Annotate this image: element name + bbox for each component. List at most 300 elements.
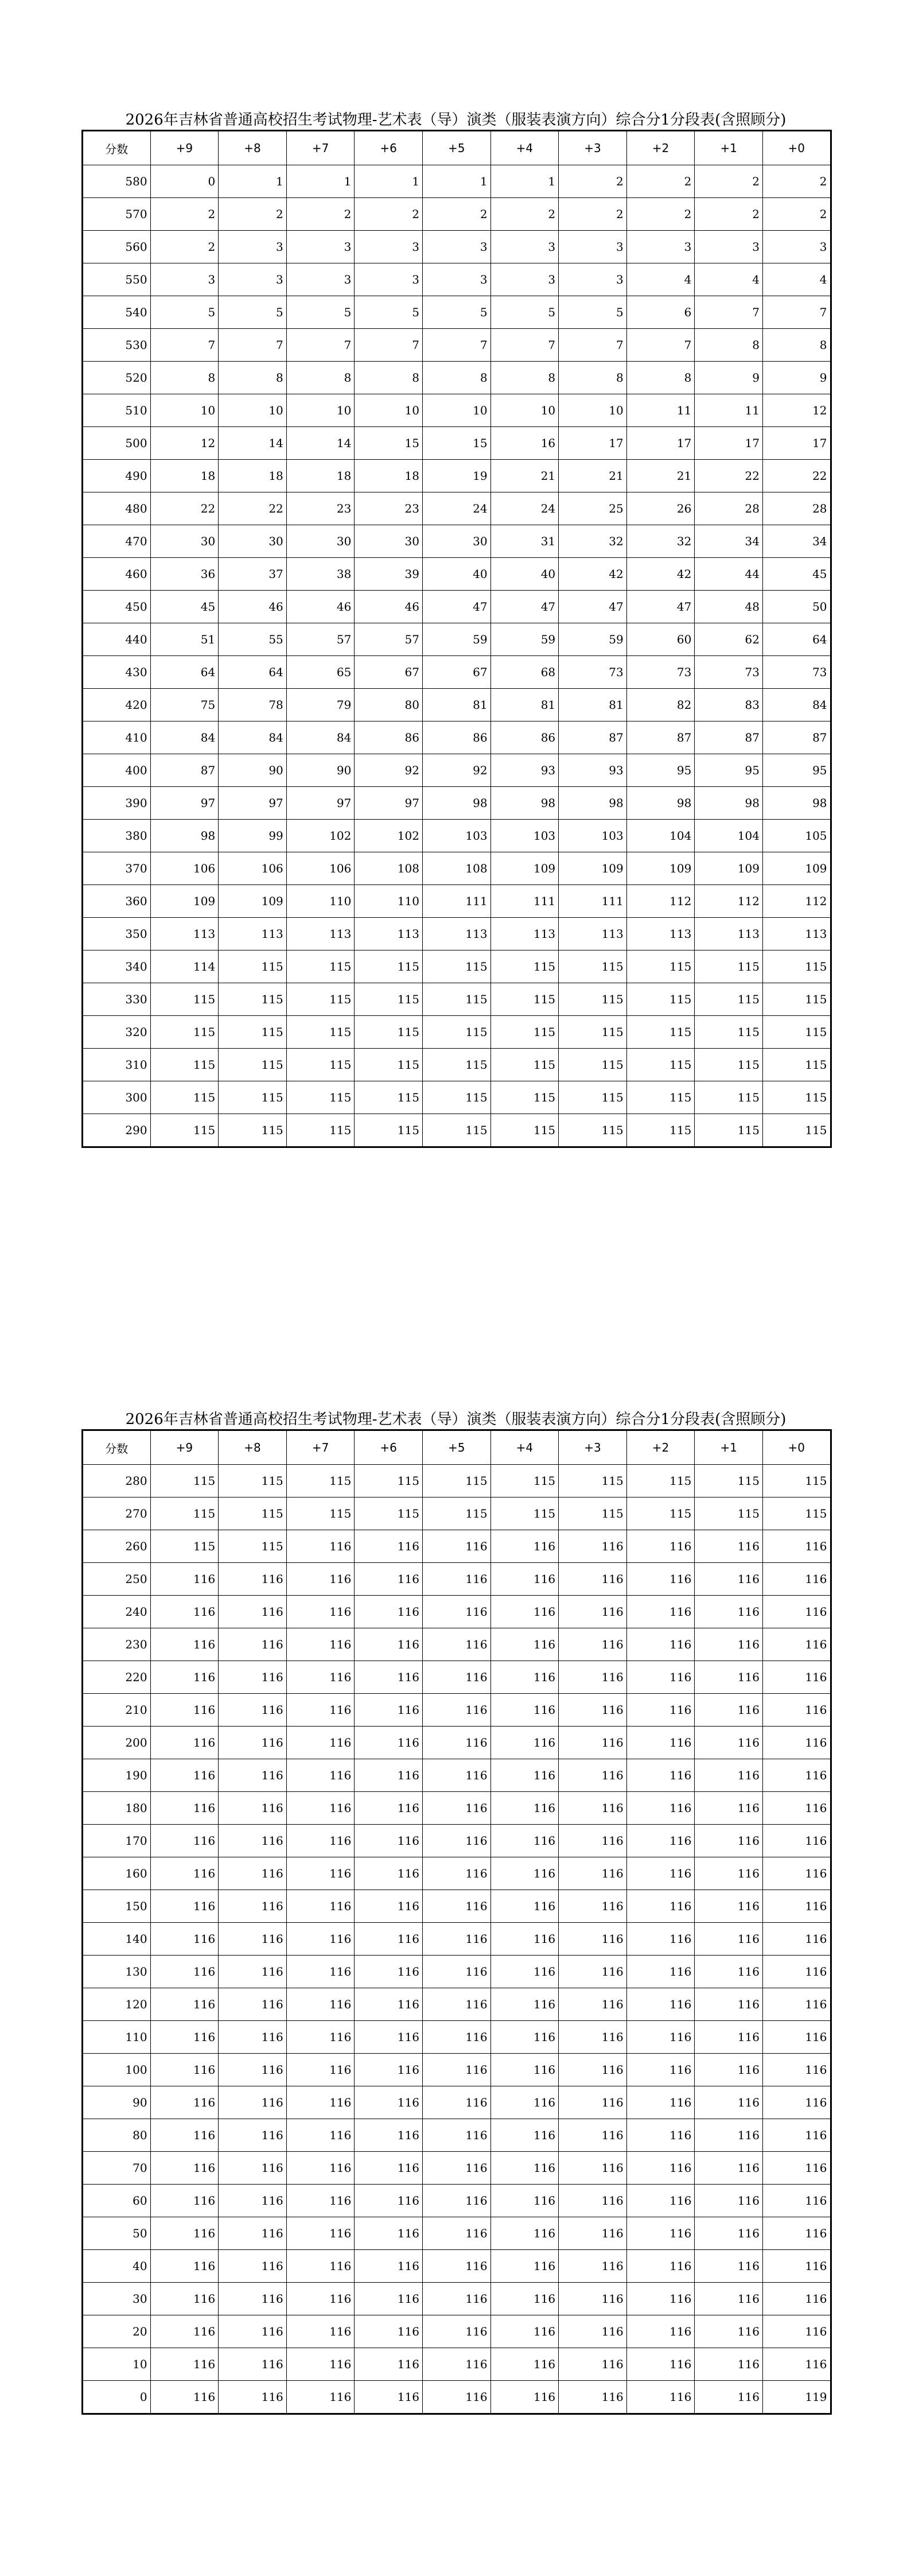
count-cell: 34 xyxy=(762,525,831,558)
column-header: +2 xyxy=(626,1430,695,1465)
count-cell: 116 xyxy=(422,1727,490,1759)
count-cell: 116 xyxy=(286,2021,355,2054)
count-cell: 115 xyxy=(490,1049,559,1081)
count-cell: 116 xyxy=(490,1530,559,1563)
table-row xyxy=(83,2119,831,2152)
score-table xyxy=(81,130,832,1148)
count-cell: 116 xyxy=(422,2054,490,2086)
count-cell: 111 xyxy=(559,885,627,918)
count-cell: 115 xyxy=(355,1114,423,1147)
count-cell: 97 xyxy=(355,787,423,820)
count-cell: 116 xyxy=(422,2217,490,2250)
count-cell: 18 xyxy=(355,460,423,492)
count-cell: 7 xyxy=(762,296,831,329)
count-cell: 115 xyxy=(422,1114,490,1147)
count-cell: 116 xyxy=(355,1956,423,1988)
count-cell: 68 xyxy=(490,656,559,689)
table-row xyxy=(83,1661,831,1694)
count-cell: 116 xyxy=(355,2152,423,2185)
count-cell: 116 xyxy=(219,1596,287,1628)
count-cell: 115 xyxy=(626,1114,695,1147)
count-cell: 51 xyxy=(150,623,219,656)
count-cell: 115 xyxy=(490,951,559,983)
count-cell: 102 xyxy=(355,820,423,852)
table-row xyxy=(83,2381,831,2414)
count-cell: 24 xyxy=(490,492,559,525)
table-row xyxy=(83,2152,831,2185)
count-cell: 116 xyxy=(422,1988,490,2021)
count-cell: 116 xyxy=(286,2250,355,2283)
count-cell: 1 xyxy=(219,165,287,198)
count-cell: 2 xyxy=(559,198,627,231)
count-cell: 116 xyxy=(422,2283,490,2315)
count-cell: 115 xyxy=(219,951,287,983)
table-title: 2026年吉林省普通高校招生考试物理-艺术表（导）演类（服装表演方向）综合分1分段表(含照顾分) xyxy=(125,111,787,129)
count-cell: 23 xyxy=(355,492,423,525)
count-cell: 9 xyxy=(762,362,831,394)
count-cell: 113 xyxy=(762,918,831,951)
table-row xyxy=(83,951,831,983)
count-cell: 4 xyxy=(695,263,763,296)
count-cell: 115 xyxy=(695,983,763,1016)
count-cell: 22 xyxy=(150,492,219,525)
count-cell: 116 xyxy=(355,1596,423,1628)
count-cell: 115 xyxy=(559,983,627,1016)
score-cell: 420 xyxy=(83,689,151,721)
count-cell: 37 xyxy=(219,558,287,591)
table-row xyxy=(83,1956,831,1988)
score-cell: 230 xyxy=(83,1628,151,1661)
score-cell: 260 xyxy=(83,1530,151,1563)
score-cell: 210 xyxy=(83,1694,151,1727)
count-cell: 116 xyxy=(422,1530,490,1563)
count-cell: 7 xyxy=(355,329,423,362)
count-cell: 116 xyxy=(762,1956,831,1988)
count-cell: 115 xyxy=(422,1081,490,1114)
count-cell: 73 xyxy=(695,656,763,689)
column-header: +7 xyxy=(286,1430,355,1465)
count-cell: 116 xyxy=(219,1661,287,1694)
count-cell: 31 xyxy=(490,525,559,558)
count-cell: 7 xyxy=(695,296,763,329)
count-cell: 73 xyxy=(762,656,831,689)
count-cell: 115 xyxy=(559,1016,627,1049)
count-cell: 116 xyxy=(695,2283,763,2315)
count-cell: 115 xyxy=(150,1114,219,1147)
count-cell: 115 xyxy=(219,1530,287,1563)
count-cell: 73 xyxy=(559,656,627,689)
score-cell: 300 xyxy=(83,1081,151,1114)
count-cell: 75 xyxy=(150,689,219,721)
count-cell: 116 xyxy=(490,1694,559,1727)
count-cell: 116 xyxy=(355,2086,423,2119)
score-cell: 90 xyxy=(83,2086,151,2119)
count-cell: 116 xyxy=(150,1792,219,1825)
count-cell: 1 xyxy=(490,165,559,198)
count-cell: 116 xyxy=(286,2054,355,2086)
count-cell: 116 xyxy=(559,2185,627,2217)
count-cell: 115 xyxy=(422,1016,490,1049)
count-cell: 8 xyxy=(559,362,627,394)
count-cell: 109 xyxy=(490,852,559,885)
count-cell: 116 xyxy=(695,1530,763,1563)
count-cell: 116 xyxy=(219,1923,287,1956)
count-cell: 116 xyxy=(559,2315,627,2348)
count-cell: 116 xyxy=(422,2315,490,2348)
count-cell: 116 xyxy=(695,2021,763,2054)
count-cell: 5 xyxy=(219,296,287,329)
count-cell: 116 xyxy=(626,1792,695,1825)
score-cell: 490 xyxy=(83,460,151,492)
count-cell: 116 xyxy=(695,1563,763,1596)
count-cell: 18 xyxy=(219,460,287,492)
score-cell: 400 xyxy=(83,754,151,787)
count-cell: 116 xyxy=(219,1792,287,1825)
count-cell: 116 xyxy=(626,2348,695,2381)
count-cell: 116 xyxy=(559,1988,627,2021)
count-cell: 116 xyxy=(695,1956,763,1988)
score-cell: 110 xyxy=(83,2021,151,2054)
table-row xyxy=(83,2217,831,2250)
table-body xyxy=(83,1465,831,2414)
table-row xyxy=(83,1988,831,2021)
count-cell: 116 xyxy=(422,2185,490,2217)
count-cell: 109 xyxy=(695,852,763,885)
count-cell: 30 xyxy=(286,525,355,558)
count-cell: 2 xyxy=(559,165,627,198)
count-cell: 115 xyxy=(422,983,490,1016)
count-cell: 116 xyxy=(286,1628,355,1661)
score-cell: 280 xyxy=(83,1465,151,1498)
count-cell: 116 xyxy=(219,2086,287,2119)
score-cell: 500 xyxy=(83,427,151,460)
count-cell: 28 xyxy=(695,492,763,525)
count-cell: 8 xyxy=(695,329,763,362)
count-cell: 18 xyxy=(150,460,219,492)
count-cell: 116 xyxy=(286,2217,355,2250)
count-cell: 3 xyxy=(219,231,287,263)
count-cell: 99 xyxy=(219,820,287,852)
count-cell: 115 xyxy=(219,1081,287,1114)
count-cell: 81 xyxy=(422,689,490,721)
table-row xyxy=(83,263,831,296)
count-cell: 115 xyxy=(695,1465,763,1498)
count-cell: 115 xyxy=(150,1081,219,1114)
table-row xyxy=(83,1016,831,1049)
count-cell: 25 xyxy=(559,492,627,525)
count-cell: 7 xyxy=(286,329,355,362)
count-cell: 115 xyxy=(286,1114,355,1147)
count-cell: 116 xyxy=(695,2315,763,2348)
count-cell: 97 xyxy=(219,787,287,820)
table-row xyxy=(83,1530,831,1563)
count-cell: 115 xyxy=(626,1498,695,1530)
count-cell: 116 xyxy=(490,2283,559,2315)
count-cell: 116 xyxy=(490,2021,559,2054)
table-row xyxy=(83,820,831,852)
table-row xyxy=(83,231,831,263)
score-cell: 80 xyxy=(83,2119,151,2152)
count-cell: 116 xyxy=(695,2348,763,2381)
count-cell: 116 xyxy=(219,1759,287,1792)
count-cell: 98 xyxy=(559,787,627,820)
count-cell: 116 xyxy=(695,1825,763,1857)
score-cell: 330 xyxy=(83,983,151,1016)
count-cell: 8 xyxy=(490,362,559,394)
count-cell: 116 xyxy=(422,1923,490,1956)
table-row xyxy=(83,2348,831,2381)
count-cell: 116 xyxy=(219,1825,287,1857)
score-cell: 180 xyxy=(83,1792,151,1825)
column-header: +3 xyxy=(559,131,627,165)
count-cell: 11 xyxy=(695,394,763,427)
count-cell: 115 xyxy=(286,951,355,983)
count-cell: 116 xyxy=(490,1727,559,1759)
table-row xyxy=(83,2021,831,2054)
score-cell: 220 xyxy=(83,1661,151,1694)
score-cell: 100 xyxy=(83,2054,151,2086)
count-cell: 10 xyxy=(490,394,559,427)
count-cell: 115 xyxy=(219,1016,287,1049)
count-cell: 44 xyxy=(695,558,763,591)
count-cell: 116 xyxy=(219,2119,287,2152)
count-cell: 116 xyxy=(219,2054,287,2086)
count-cell: 106 xyxy=(219,852,287,885)
count-cell: 116 xyxy=(355,1530,423,1563)
count-cell: 116 xyxy=(150,1956,219,1988)
count-cell: 112 xyxy=(762,885,831,918)
count-cell: 116 xyxy=(422,2348,490,2381)
count-cell: 116 xyxy=(626,2119,695,2152)
count-cell: 116 xyxy=(559,1727,627,1759)
count-cell: 115 xyxy=(559,1498,627,1530)
count-cell: 115 xyxy=(286,1016,355,1049)
count-cell: 115 xyxy=(626,1016,695,1049)
count-cell: 116 xyxy=(286,2348,355,2381)
count-cell: 45 xyxy=(150,591,219,623)
count-cell: 87 xyxy=(626,721,695,754)
count-cell: 116 xyxy=(490,1988,559,2021)
count-cell: 116 xyxy=(559,1923,627,1956)
count-cell: 116 xyxy=(762,2185,831,2217)
column-header: +1 xyxy=(695,1430,763,1465)
count-cell: 28 xyxy=(762,492,831,525)
count-cell: 115 xyxy=(559,1081,627,1114)
count-cell: 115 xyxy=(762,1049,831,1081)
table-row xyxy=(83,918,831,951)
count-cell: 10 xyxy=(559,394,627,427)
count-cell: 116 xyxy=(626,2250,695,2283)
count-cell: 116 xyxy=(559,1563,627,1596)
count-cell: 115 xyxy=(695,1049,763,1081)
table-row xyxy=(83,623,831,656)
count-cell: 84 xyxy=(762,689,831,721)
count-cell: 50 xyxy=(762,591,831,623)
count-cell: 116 xyxy=(422,1956,490,1988)
count-cell: 7 xyxy=(219,329,287,362)
count-cell: 116 xyxy=(286,1988,355,2021)
count-cell: 116 xyxy=(762,2152,831,2185)
count-cell: 10 xyxy=(150,394,219,427)
count-cell: 116 xyxy=(695,1628,763,1661)
table-row xyxy=(83,2315,831,2348)
count-cell: 116 xyxy=(762,2315,831,2348)
count-cell: 116 xyxy=(150,1727,219,1759)
score-cell: 380 xyxy=(83,820,151,852)
count-cell: 116 xyxy=(762,1661,831,1694)
count-cell: 116 xyxy=(422,2381,490,2414)
count-cell: 32 xyxy=(626,525,695,558)
count-cell: 116 xyxy=(559,1596,627,1628)
count-cell: 86 xyxy=(422,721,490,754)
count-cell: 90 xyxy=(286,754,355,787)
count-cell: 116 xyxy=(626,1596,695,1628)
count-cell: 2 xyxy=(626,165,695,198)
count-cell: 84 xyxy=(219,721,287,754)
count-cell: 116 xyxy=(219,1890,287,1923)
count-cell: 67 xyxy=(422,656,490,689)
count-cell: 15 xyxy=(355,427,423,460)
table-row xyxy=(83,165,831,198)
score-cell: 430 xyxy=(83,656,151,689)
count-cell: 30 xyxy=(219,525,287,558)
count-cell: 109 xyxy=(219,885,287,918)
count-cell: 116 xyxy=(490,1661,559,1694)
score-cell: 470 xyxy=(83,525,151,558)
table-row xyxy=(83,362,831,394)
count-cell: 116 xyxy=(559,2348,627,2381)
count-cell: 116 xyxy=(559,2119,627,2152)
count-cell: 116 xyxy=(626,1923,695,1956)
count-cell: 116 xyxy=(695,1759,763,1792)
count-cell: 30 xyxy=(355,525,423,558)
count-cell: 39 xyxy=(355,558,423,591)
count-cell: 115 xyxy=(355,1016,423,1049)
count-cell: 73 xyxy=(626,656,695,689)
score-cell: 130 xyxy=(83,1956,151,1988)
count-cell: 116 xyxy=(762,1563,831,1596)
header-row xyxy=(83,1430,831,1465)
count-cell: 42 xyxy=(559,558,627,591)
count-cell: 102 xyxy=(286,820,355,852)
count-cell: 115 xyxy=(695,1114,763,1147)
table-row xyxy=(83,492,831,525)
count-cell: 115 xyxy=(355,1498,423,1530)
score-cell: 310 xyxy=(83,1049,151,1081)
count-cell: 5 xyxy=(286,296,355,329)
table-row xyxy=(83,689,831,721)
count-cell: 47 xyxy=(626,591,695,623)
count-cell: 104 xyxy=(695,820,763,852)
count-cell: 2 xyxy=(355,198,423,231)
score-cell: 50 xyxy=(83,2217,151,2250)
count-cell: 115 xyxy=(695,1081,763,1114)
count-cell: 46 xyxy=(219,591,287,623)
count-cell: 108 xyxy=(422,852,490,885)
count-cell: 3 xyxy=(490,231,559,263)
count-cell: 116 xyxy=(150,1759,219,1792)
count-cell: 116 xyxy=(355,2185,423,2217)
count-cell: 116 xyxy=(219,1628,287,1661)
count-cell: 116 xyxy=(355,1792,423,1825)
count-cell: 116 xyxy=(355,1857,423,1890)
count-cell: 116 xyxy=(422,1857,490,1890)
count-cell: 12 xyxy=(150,427,219,460)
count-cell: 116 xyxy=(559,2021,627,2054)
count-cell: 115 xyxy=(422,1049,490,1081)
count-cell: 116 xyxy=(559,2086,627,2119)
count-cell: 116 xyxy=(219,2381,287,2414)
count-cell: 115 xyxy=(762,951,831,983)
count-cell: 3 xyxy=(355,231,423,263)
count-cell: 116 xyxy=(559,1759,627,1792)
table-row xyxy=(83,656,831,689)
table-row xyxy=(83,1465,831,1498)
count-cell: 8 xyxy=(150,362,219,394)
count-cell: 116 xyxy=(626,1759,695,1792)
score-cell: 150 xyxy=(83,1890,151,1923)
column-header: +4 xyxy=(490,1430,559,1465)
count-cell: 47 xyxy=(559,591,627,623)
count-cell: 110 xyxy=(286,885,355,918)
count-cell: 116 xyxy=(355,1988,423,2021)
table-row xyxy=(83,1628,831,1661)
count-cell: 115 xyxy=(490,1081,559,1114)
score-cell: 460 xyxy=(83,558,151,591)
table-row xyxy=(83,525,831,558)
count-cell: 116 xyxy=(490,2086,559,2119)
count-cell: 116 xyxy=(150,1628,219,1661)
count-cell: 59 xyxy=(559,623,627,656)
count-cell: 116 xyxy=(762,1596,831,1628)
count-cell: 42 xyxy=(626,558,695,591)
count-cell: 116 xyxy=(762,1857,831,1890)
count-cell: 115 xyxy=(219,983,287,1016)
table-row xyxy=(83,558,831,591)
count-cell: 116 xyxy=(695,1857,763,1890)
count-cell: 116 xyxy=(286,2315,355,2348)
count-cell: 115 xyxy=(422,1465,490,1498)
count-cell: 116 xyxy=(695,2119,763,2152)
count-cell: 115 xyxy=(762,1016,831,1049)
count-cell: 115 xyxy=(150,1049,219,1081)
count-cell: 115 xyxy=(355,1465,423,1498)
table-row xyxy=(83,1923,831,1956)
count-cell: 3 xyxy=(286,231,355,263)
count-cell: 34 xyxy=(695,525,763,558)
count-cell: 115 xyxy=(626,951,695,983)
count-cell: 116 xyxy=(150,2250,219,2283)
count-cell: 8 xyxy=(219,362,287,394)
count-cell: 64 xyxy=(150,656,219,689)
count-cell: 116 xyxy=(355,1759,423,1792)
count-cell: 116 xyxy=(286,1759,355,1792)
count-cell: 2 xyxy=(695,165,763,198)
count-cell: 115 xyxy=(219,1049,287,1081)
count-cell: 65 xyxy=(286,656,355,689)
count-cell: 115 xyxy=(150,983,219,1016)
count-cell: 116 xyxy=(219,2021,287,2054)
table-row xyxy=(83,2054,831,2086)
table-row xyxy=(83,2283,831,2315)
count-cell: 116 xyxy=(762,1825,831,1857)
count-cell: 3 xyxy=(150,263,219,296)
count-cell: 116 xyxy=(355,2021,423,2054)
count-cell: 7 xyxy=(559,329,627,362)
count-cell: 116 xyxy=(559,1530,627,1563)
table-row xyxy=(83,394,831,427)
count-cell: 116 xyxy=(762,1923,831,1956)
